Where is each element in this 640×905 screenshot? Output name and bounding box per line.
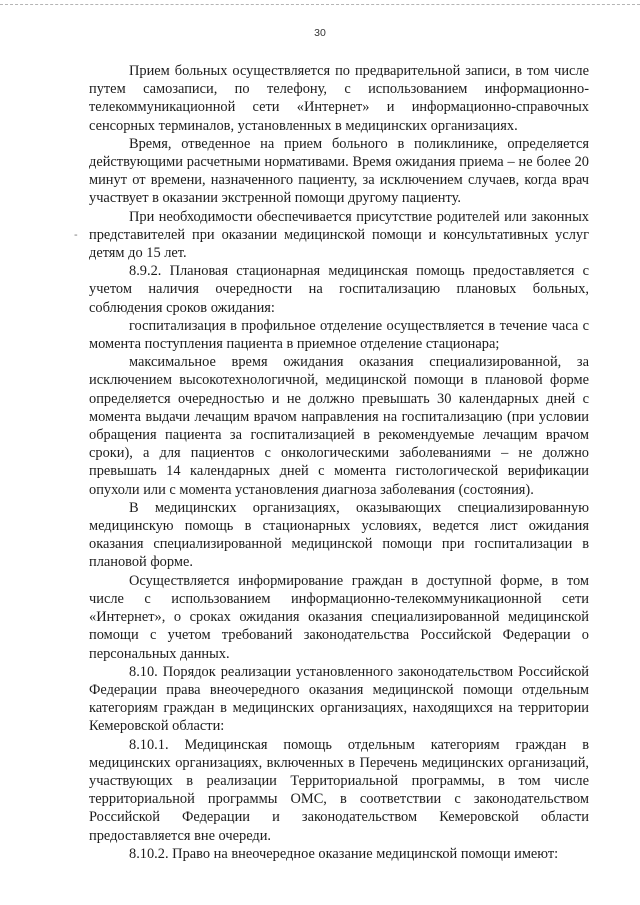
margin-mark: - xyxy=(74,229,78,241)
paragraph: 8.9.2. Плановая стационарная медицинская помощь предоставляется с учетом наличия очередности на госпитализацию плановых больных, соблюдения сроков ожидания: xyxy=(89,263,589,316)
paragraph: максимальное время ожидания оказания специализированной, за исключением высокотехнологичной, медицинской помощи в плановой форме определяется очередностью и не должно превышать 30 календарных дней с момента выдачи лечащим врачом направления на госпитализацию (при условии обращения пациента за госпитализацией в рекомендуемые лечащим врачом сроки), а для пациентов с онкологическими заболеваниями – не должно превышать 14 календарных дней с момента гистологической верификации опухоли или с момента установления диагноза заболевания (состояния). xyxy=(89,354,589,498)
paragraph: Прием больных осуществляется по предварительной записи, в том числе путем самозаписи, по телефону, с использованием информационно-телекоммуникационной сети «Интернет» и информационно-справочных сенсорных терминалов, установленных в медицинских организациях. xyxy=(89,63,589,134)
paragraph: 8.10. Порядок реализации установленного законодательством Российской Федерации права внеочередного оказания медицинской помощи отдельным категориям граждан в медицинских организациях, находящихся на территории Кемеровской области: xyxy=(89,663,589,735)
paragraph: Осуществляется информирование граждан в доступной форме, в том числе с использованием информационно-телекоммуникационной сети «Интернет», о сроках ожидания оказания специализированной медицинской помощи с учетом требований законодательства Российской Федерации о персональных данных. xyxy=(89,572,589,662)
scan-top-rule xyxy=(0,4,640,5)
paragraph: При необходимости обеспечивается присутствие родителей или законных представителей при оказании медицинской помощи и консультативных услуг детям до 15 лет. xyxy=(89,208,589,262)
page-number: 30 xyxy=(314,27,326,39)
paragraph: Время, отведенное на прием больного в поликлинике, определяется действующими расчетными нормативами. Время ожидания приема – не более 20 минут от времени, назначенного пациенту, за исключением случаев, когда врач участвует в оказании экстренной помощи другому пациенту. xyxy=(89,135,589,207)
paragraph: В медицинских организациях, оказывающих специализированную медицинскую помощь в стационарных условиях, ведется лист ожидания оказания специализированной медицинской помощи при госпитализации в плановой форме. xyxy=(89,499,589,571)
paragraph: 8.10.1. Медицинская помощь отдельным категориям граждан в медицинских организациях, включенных в Перечень медицинских организаций, участвующих в реализации Территориальной программы, в том числе территориальной программы ОМС, в соответствии с законодательством Российской Федерации и законодательством Кемеровской области предоставляется вне очереди. xyxy=(89,736,589,844)
paragraph: госпитализация в профильное отделение осуществляется в течение часа с момента поступления пациента в приемное отделение стационара; xyxy=(89,317,589,353)
paragraph: 8.10.2. Право на внеочередное оказание медицинской помощи имеют: xyxy=(129,845,559,862)
document-body xyxy=(89,62,589,863)
